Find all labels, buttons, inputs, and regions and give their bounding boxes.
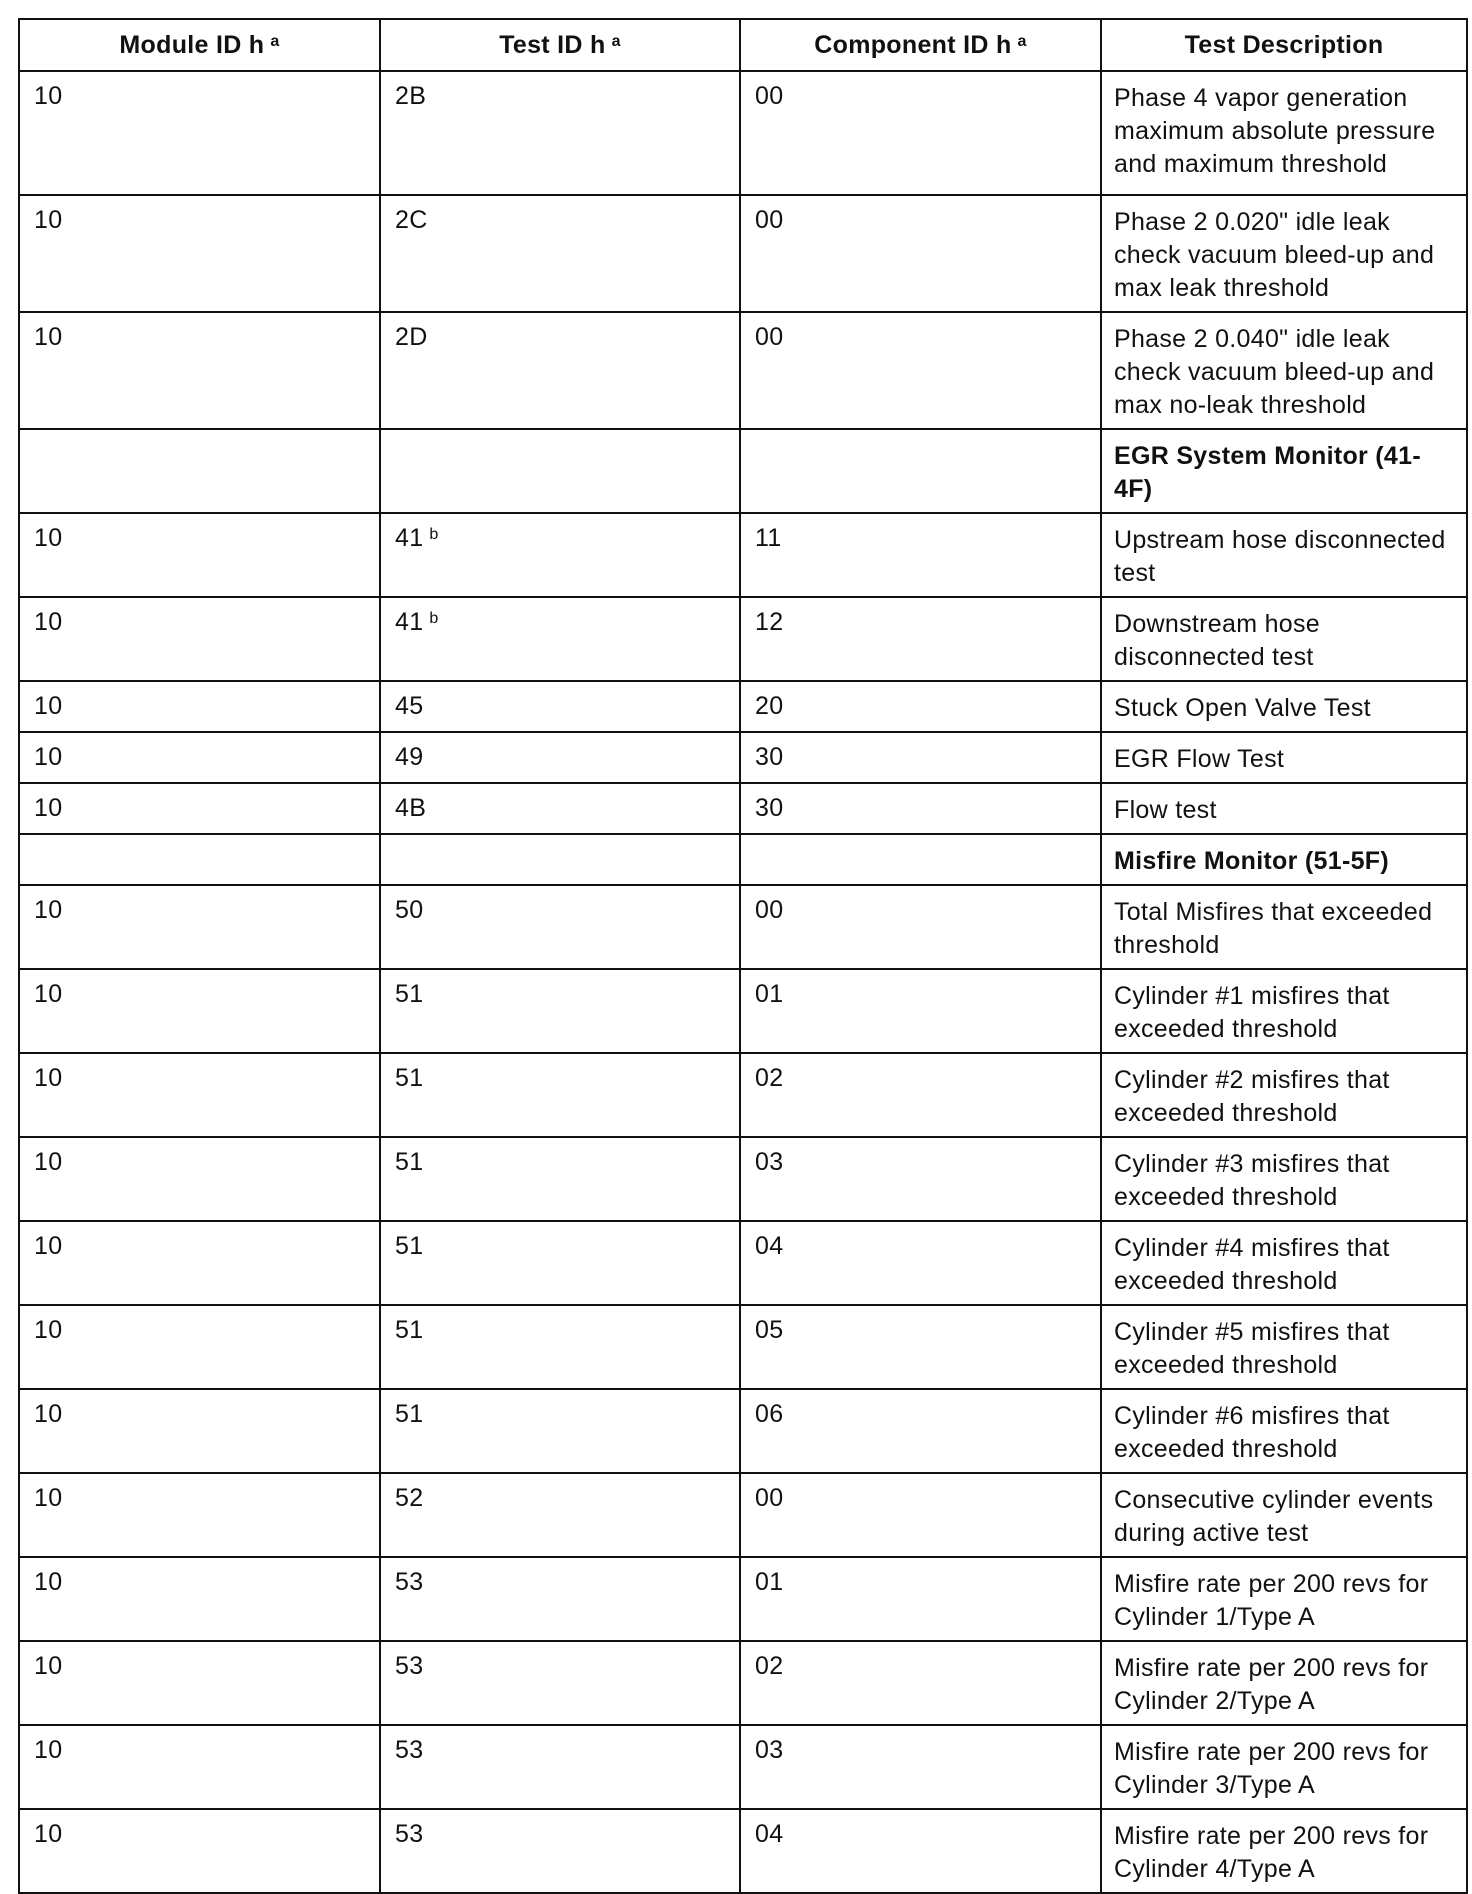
table-row bbox=[19, 312, 1467, 429]
test-id-cell: 53 bbox=[380, 1557, 740, 1641]
table-row bbox=[19, 1641, 1467, 1725]
test-id-cell: 2D bbox=[380, 312, 740, 429]
header-component-id: Component ID h $^a$ bbox=[740, 19, 1101, 71]
table-section-row bbox=[19, 429, 1467, 513]
header-footnote-marker: a bbox=[611, 32, 621, 50]
table-row bbox=[19, 1725, 1467, 1809]
test-description-cell: Phase 4 vapor generation maximum absolute pressure and maximum threshold bbox=[1101, 71, 1467, 195]
table-row bbox=[19, 1473, 1467, 1557]
module-id-cell: 10 bbox=[19, 885, 380, 969]
table-row bbox=[19, 969, 1467, 1053]
table-row bbox=[19, 783, 1467, 834]
table-row bbox=[19, 1137, 1467, 1221]
module-id-cell: 10 bbox=[19, 71, 380, 195]
test-description-cell: Flow test bbox=[1101, 783, 1467, 834]
header-footnote-marker: a bbox=[1017, 32, 1027, 50]
test-description-cell: Misfire rate per 200 revs for Cylinder 2/Type A bbox=[1101, 1641, 1467, 1725]
module-id-cell: 10 bbox=[19, 969, 380, 1053]
module-id-cell: 10 bbox=[19, 1641, 380, 1725]
component-id-cell: 00 bbox=[740, 312, 1101, 429]
test-description-cell: Cylinder #5 misfires that exceeded threshold bbox=[1101, 1305, 1467, 1389]
header-footnote-marker: a bbox=[270, 32, 280, 50]
component-id-cell: 00 bbox=[740, 1473, 1101, 1557]
test-description-cell: Cylinder #3 misfires that exceeded threshold bbox=[1101, 1137, 1467, 1221]
test-description-cell: Upstream hose disconnected test bbox=[1101, 513, 1467, 597]
header-module-id: Module ID h $^a$ bbox=[19, 19, 380, 71]
test-id-cell: 53 bbox=[380, 1641, 740, 1725]
module-id-cell: 10 bbox=[19, 513, 380, 597]
test-id-cell: 52 bbox=[380, 1473, 740, 1557]
test-description-cell: Total Misfires that exceeded threshold bbox=[1101, 885, 1467, 969]
table-row bbox=[19, 195, 1467, 312]
test-id-cell: 41 $^b$ bbox=[380, 513, 740, 597]
test-description-cell: Cylinder #2 misfires that exceeded threshold bbox=[1101, 1053, 1467, 1137]
component-id-cell: 01 bbox=[740, 969, 1101, 1053]
test-description-cell: Downstream hose disconnected test bbox=[1101, 597, 1467, 681]
table-row bbox=[19, 732, 1467, 783]
header-test-id: Test ID h $^a$ bbox=[380, 19, 740, 71]
test-description-cell: Phase 2 0.020" idle leak check vacuum bleed-up and max leak threshold bbox=[1101, 195, 1467, 312]
test-id-cell: 45 bbox=[380, 681, 740, 732]
module-id-cell: 10 bbox=[19, 1053, 380, 1137]
test-id-cell: 53 bbox=[380, 1809, 740, 1893]
test-description-cell: Cylinder #4 misfires that exceeded threshold bbox=[1101, 1221, 1467, 1305]
table-row bbox=[19, 71, 1467, 195]
section-heading-cell: Misfire Monitor (51-5F) bbox=[1101, 834, 1467, 885]
test-id-cell: 51 bbox=[380, 1389, 740, 1473]
test-id-cell: 2B bbox=[380, 71, 740, 195]
component-id-cell bbox=[740, 429, 1101, 513]
component-id-cell: 06 bbox=[740, 1389, 1101, 1473]
component-id-cell: 30 bbox=[740, 783, 1101, 834]
module-id-cell: 10 bbox=[19, 1557, 380, 1641]
table-section-row bbox=[19, 834, 1467, 885]
component-id-cell: 04 bbox=[740, 1221, 1101, 1305]
component-id-cell: 20 bbox=[740, 681, 1101, 732]
section-heading-cell: EGR System Monitor (41-4F) bbox=[1101, 429, 1467, 513]
test-id-cell: 2C bbox=[380, 195, 740, 312]
table-row bbox=[19, 885, 1467, 969]
test-description-cell: Cylinder #1 misfires that exceeded threshold bbox=[1101, 969, 1467, 1053]
module-id-cell: 10 bbox=[19, 1809, 380, 1893]
test-description-cell: Phase 2 0.040" idle leak check vacuum bleed-up and max no-leak threshold bbox=[1101, 312, 1467, 429]
test-description-cell: Misfire rate per 200 revs for Cylinder 3/Type A bbox=[1101, 1725, 1467, 1809]
module-id-cell: 10 bbox=[19, 195, 380, 312]
module-id-cell bbox=[19, 834, 380, 885]
component-id-cell: 00 bbox=[740, 195, 1101, 312]
table-row bbox=[19, 1809, 1467, 1893]
footnote-marker: b bbox=[429, 610, 439, 627]
module-id-cell: 10 bbox=[19, 1221, 380, 1305]
test-description-cell: Cylinder #6 misfires that exceeded threshold bbox=[1101, 1389, 1467, 1473]
module-id-cell: 10 bbox=[19, 783, 380, 834]
table-row bbox=[19, 1557, 1467, 1641]
table-row bbox=[19, 597, 1467, 681]
test-id-table-container bbox=[18, 18, 1466, 1894]
module-id-cell: 10 bbox=[19, 1389, 380, 1473]
test-id-cell: 51 bbox=[380, 1053, 740, 1137]
test-id-cell: 51 bbox=[380, 1221, 740, 1305]
module-id-cell: 10 bbox=[19, 681, 380, 732]
test-id-cell bbox=[380, 834, 740, 885]
test-id-cell: 4B bbox=[380, 783, 740, 834]
test-id-cell: 51 bbox=[380, 969, 740, 1053]
component-id-cell: 01 bbox=[740, 1557, 1101, 1641]
test-id-cell: 41 $^b$ bbox=[380, 597, 740, 681]
module-id-cell: 10 bbox=[19, 597, 380, 681]
component-id-cell bbox=[740, 834, 1101, 885]
module-id-cell: 10 bbox=[19, 1725, 380, 1809]
module-id-cell: 10 bbox=[19, 312, 380, 429]
test-id-cell: 49 bbox=[380, 732, 740, 783]
component-id-cell: 12 bbox=[740, 597, 1101, 681]
header-test-description: Test Description bbox=[1101, 19, 1467, 71]
component-id-cell: 03 bbox=[740, 1137, 1101, 1221]
table-row bbox=[19, 681, 1467, 732]
test-id-cell bbox=[380, 429, 740, 513]
test-description-cell: Consecutive cylinder events during active test bbox=[1101, 1473, 1467, 1557]
component-id-cell: 04 bbox=[740, 1809, 1101, 1893]
table-body bbox=[19, 71, 1467, 1893]
table-header-row bbox=[19, 19, 1467, 71]
test-id-cell: 51 bbox=[380, 1305, 740, 1389]
component-id-cell: 03 bbox=[740, 1725, 1101, 1809]
component-id-cell: 00 bbox=[740, 71, 1101, 195]
test-description-cell: Stuck Open Valve Test bbox=[1101, 681, 1467, 732]
component-id-cell: 02 bbox=[740, 1641, 1101, 1725]
component-id-cell: 30 bbox=[740, 732, 1101, 783]
module-id-cell: 10 bbox=[19, 732, 380, 783]
test-description-cell: EGR Flow Test bbox=[1101, 732, 1467, 783]
test-id-table bbox=[18, 18, 1468, 1894]
footnote-marker: b bbox=[429, 526, 439, 543]
test-id-cell: 51 bbox=[380, 1137, 740, 1221]
table-row bbox=[19, 1389, 1467, 1473]
table-row bbox=[19, 1305, 1467, 1389]
component-id-cell: 11 bbox=[740, 513, 1101, 597]
test-description-cell: Misfire rate per 200 revs for Cylinder 4/Type A bbox=[1101, 1809, 1467, 1893]
module-id-cell: 10 bbox=[19, 1305, 380, 1389]
test-description-cell: Misfire rate per 200 revs for Cylinder 1/Type A bbox=[1101, 1557, 1467, 1641]
table-row bbox=[19, 1221, 1467, 1305]
test-id-cell: 53 bbox=[380, 1725, 740, 1809]
table-row bbox=[19, 513, 1467, 597]
test-id-cell: 50 bbox=[380, 885, 740, 969]
component-id-cell: 05 bbox=[740, 1305, 1101, 1389]
component-id-cell: 00 bbox=[740, 885, 1101, 969]
module-id-cell: 10 bbox=[19, 1473, 380, 1557]
module-id-cell bbox=[19, 429, 380, 513]
table-row bbox=[19, 1053, 1467, 1137]
component-id-cell: 02 bbox=[740, 1053, 1101, 1137]
module-id-cell: 10 bbox=[19, 1137, 380, 1221]
